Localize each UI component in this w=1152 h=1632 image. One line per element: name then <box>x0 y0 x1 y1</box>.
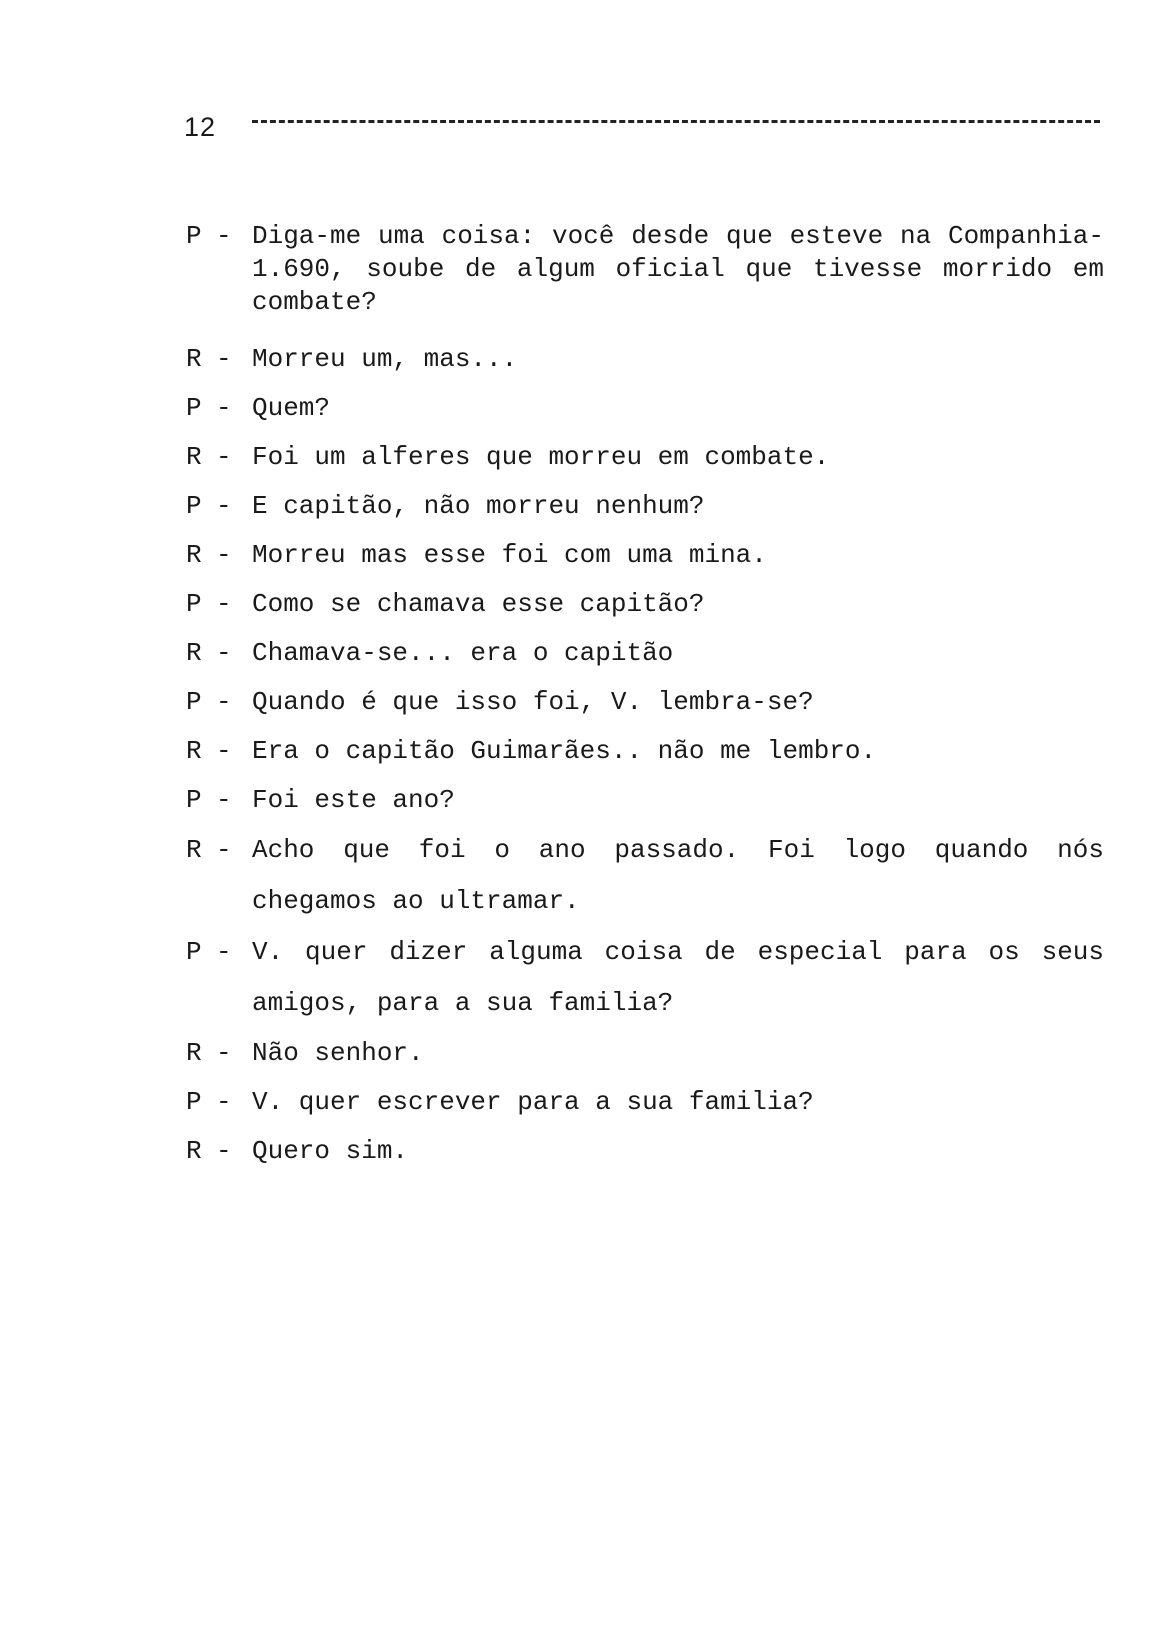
turn-text: Quero sim. <box>252 1136 409 1166</box>
speaker-label: P <box>186 785 202 815</box>
turn-answer <box>186 1029 1104 1078</box>
speaker-label: R <box>186 442 202 472</box>
turn-text: Morreu um, mas... <box>252 344 518 374</box>
speaker-dash: - <box>216 638 232 668</box>
turn-question <box>186 482 1104 531</box>
speaker-dash: - <box>216 835 232 865</box>
turn-answer <box>186 629 1104 678</box>
turn-text: E capitão, não morreu nenhum? <box>252 491 705 521</box>
speaker-label: P <box>186 221 202 251</box>
speaker-dash: - <box>216 442 232 472</box>
page-number: 12 <box>184 112 217 142</box>
speaker-label: P <box>186 491 202 521</box>
turn-text: Diga-me uma coisa: você desde que esteve na Companhia-1.690, soube de algum oficial que tivesse morrido em combate? <box>252 221 1104 317</box>
speaker-dash: - <box>216 344 232 374</box>
speaker-dash: - <box>216 491 232 521</box>
speaker-dash: - <box>216 937 232 967</box>
speaker-label: R <box>186 1136 202 1166</box>
speaker-dash: - <box>216 221 232 251</box>
speaker-dash: - <box>216 1136 232 1166</box>
turn-question <box>186 776 1104 825</box>
turn-text: Era o capitão Guimarães.. não me lembro. <box>252 736 877 766</box>
speaker-dash: - <box>216 785 232 815</box>
speaker-dash: - <box>216 589 232 619</box>
turn-answer <box>186 433 1104 482</box>
turn-text: Como se chamava esse capitão? <box>252 589 705 619</box>
speaker-label: R <box>186 344 202 374</box>
turn-question <box>186 384 1104 433</box>
speaker-label: R <box>186 1038 202 1068</box>
speaker-dash: - <box>216 393 232 423</box>
speaker-label: R <box>186 736 202 766</box>
speaker-label: P <box>186 1087 202 1117</box>
speaker-dash: - <box>216 1087 232 1117</box>
turn-question <box>186 580 1104 629</box>
turn-text: Acho que foi o ano passado. Foi logo quando nós chegamos ao ultramar. <box>252 835 1104 916</box>
speaker-label: R <box>186 638 202 668</box>
turn-answer <box>186 727 1104 776</box>
speaker-label: P <box>186 687 202 717</box>
speaker-dash: - <box>216 736 232 766</box>
turn-text: Foi um alferes que morreu em combate. <box>252 442 830 472</box>
header-rule <box>252 120 1100 123</box>
turn-text: Foi este ano? <box>252 785 455 815</box>
turn-answer <box>186 1127 1104 1176</box>
turn-answer <box>186 825 1104 927</box>
speaker-dash: - <box>216 1038 232 1068</box>
speaker-label: R <box>186 835 202 865</box>
page-header <box>184 108 1100 144</box>
turn-text: Não senhor. <box>252 1038 424 1068</box>
turn-answer <box>186 335 1104 384</box>
turn-text: Chamava-se... era o capitão <box>252 638 674 668</box>
speaker-dash: - <box>216 687 232 717</box>
turn-text: V. quer escrever para a sua familia? <box>252 1087 814 1117</box>
speaker-dash: - <box>216 540 232 570</box>
turn-question <box>186 1078 1104 1127</box>
speaker-label: P <box>186 937 202 967</box>
turn-text: Quando é que isso foi, V. lembra-se? <box>252 687 814 717</box>
speaker-label: P <box>186 393 202 423</box>
interview-transcript <box>186 220 1104 1176</box>
turn-question <box>186 220 1104 319</box>
speaker-label: P <box>186 589 202 619</box>
turn-text: Quem? <box>252 393 331 423</box>
turn-text: Morreu mas esse foi com uma mina. <box>252 540 767 570</box>
turn-answer <box>186 531 1104 580</box>
speaker-label: R <box>186 540 202 570</box>
turn-question <box>186 927 1104 1029</box>
turn-text: V. quer dizer alguma coisa de especial para os seus amigos, para a sua familia? <box>252 937 1104 1018</box>
turn-question <box>186 678 1104 727</box>
